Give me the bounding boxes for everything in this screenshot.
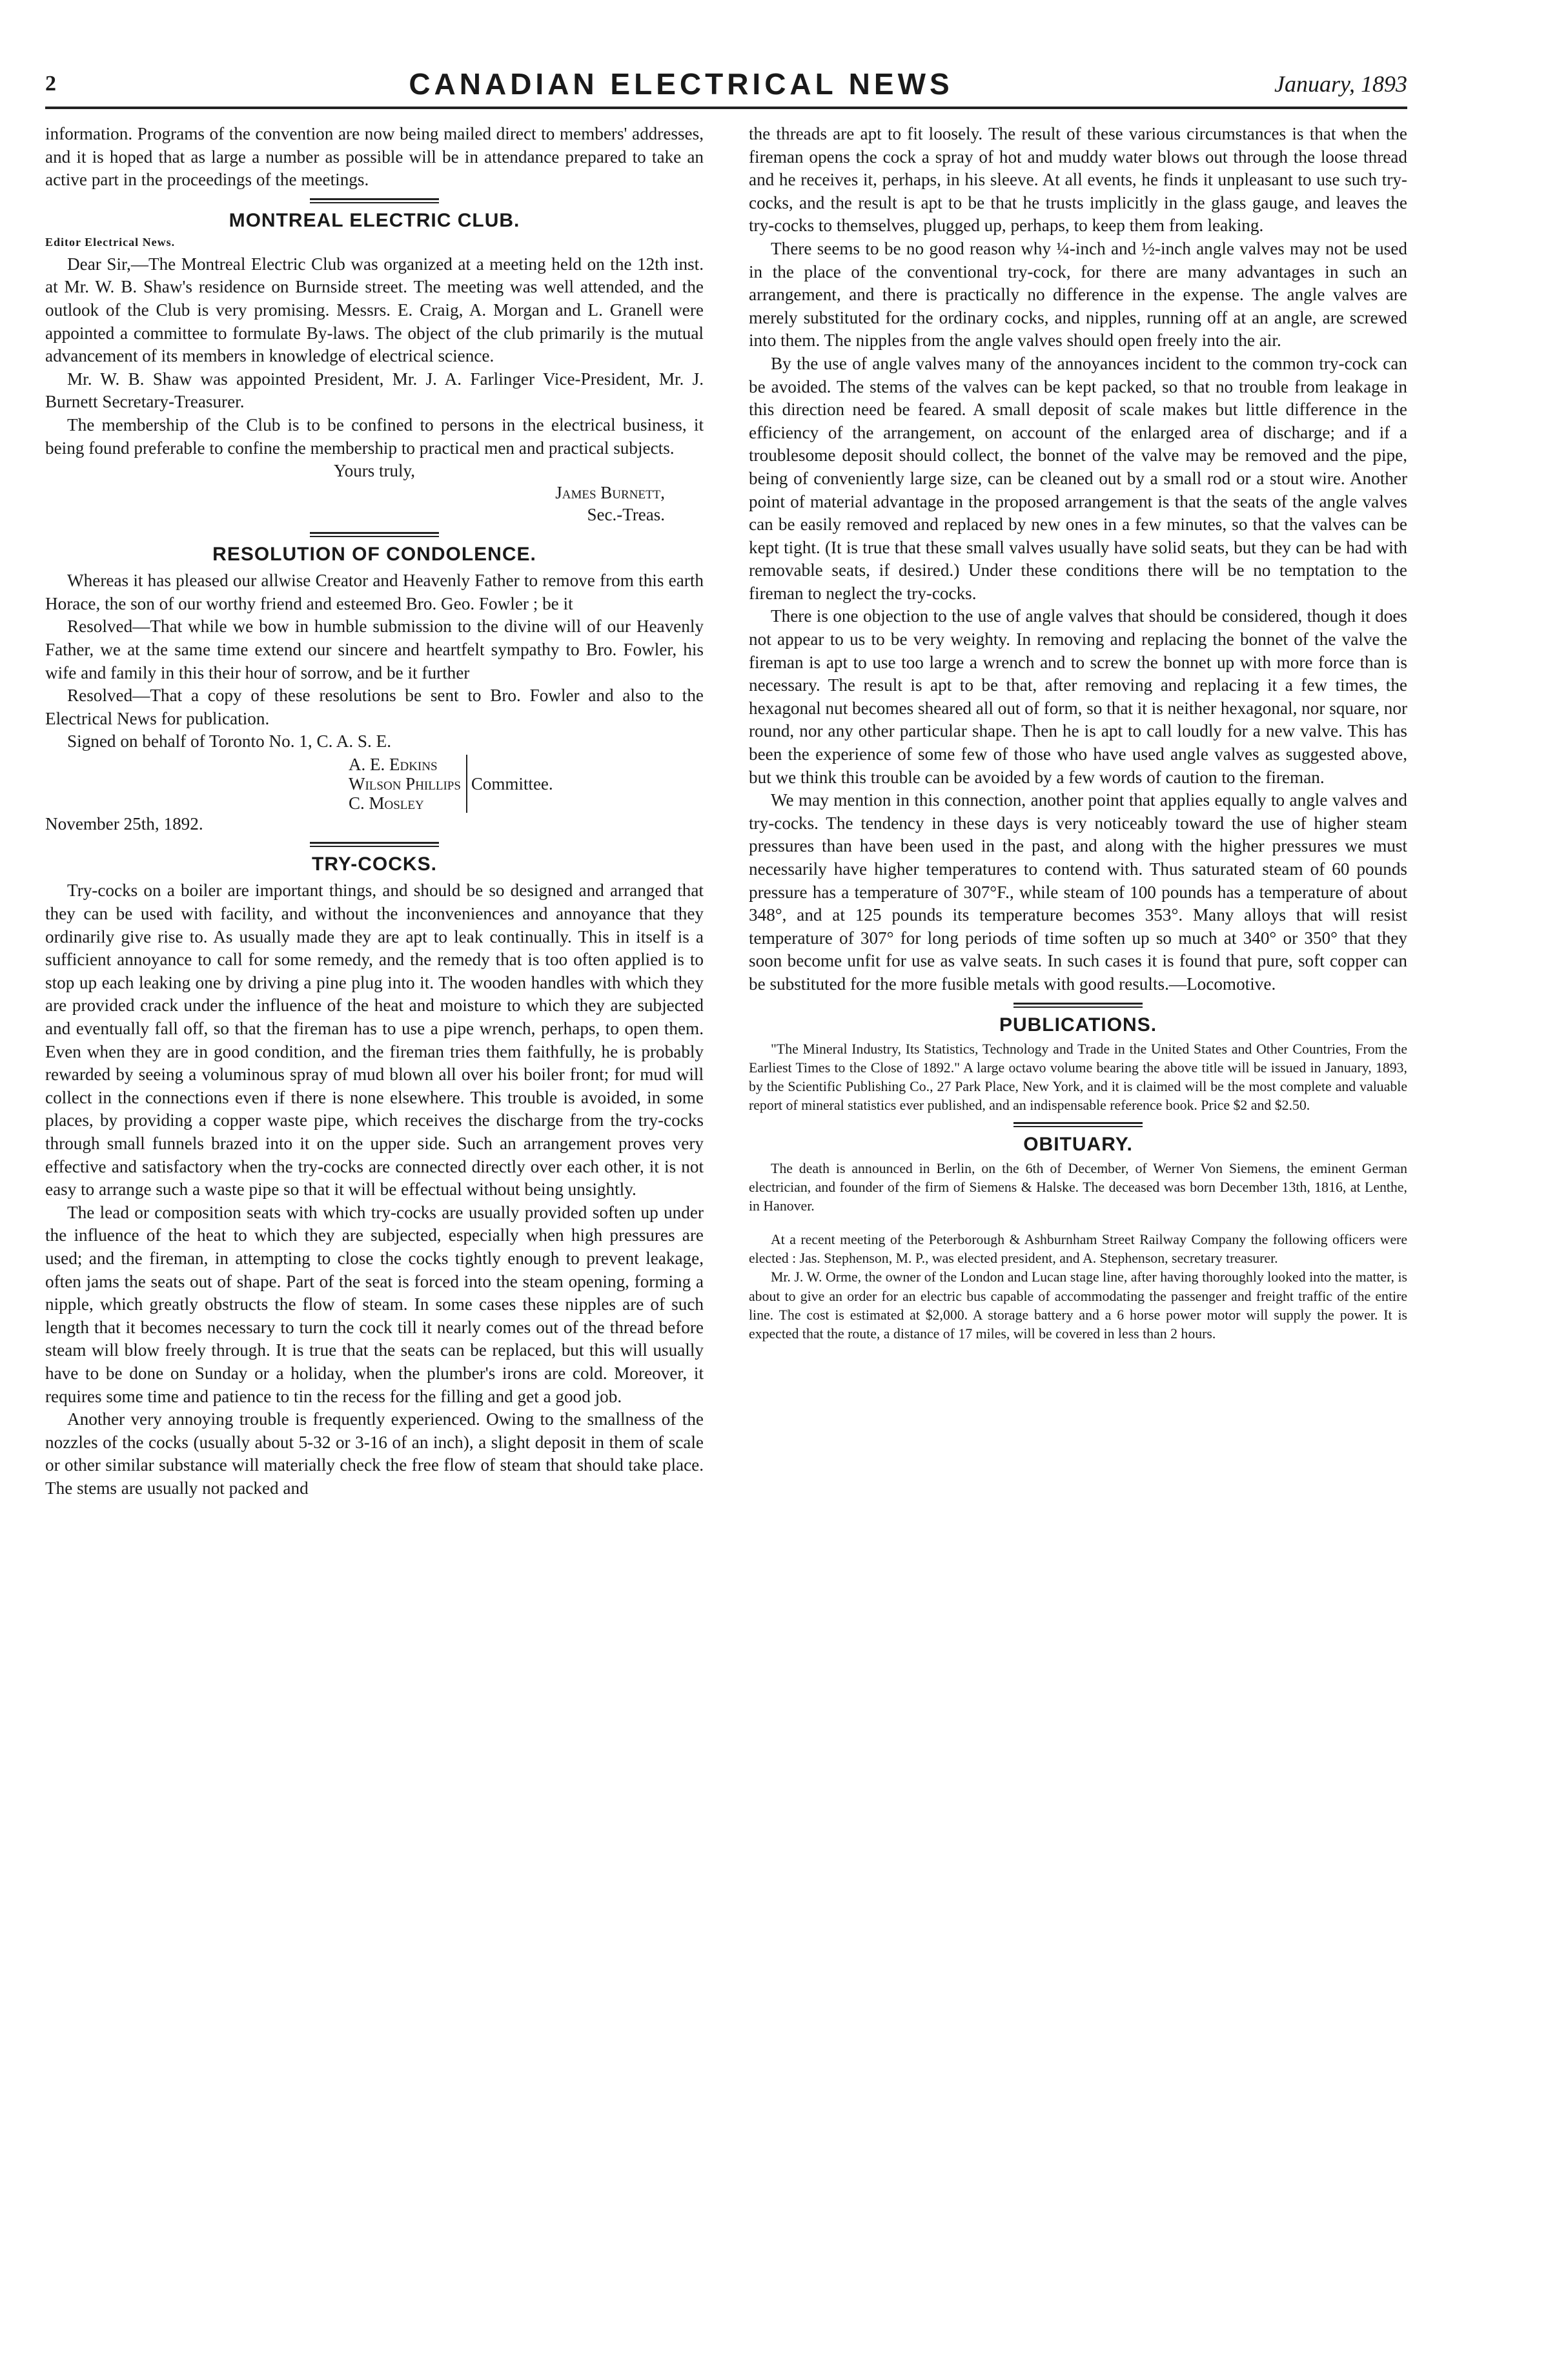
trycocks-paragraph-1: Try-cocks on a boiler are important things, and should be so designed and arranged that they can be used with facility, and without the inconveniences and annoyance that they ordinarily give rise to. As usually made they are apt to leak continually. This in itself is a sufficient annoyance to call for some remedy, and the remedy that is too often applied is to stop up each leaking one by driving a pine plug into it. The wooden handles with which they are provided crack under the influence of the heat and moisture to which they are subjected and eventually fall off, so that the fireman has to use a pipe wrench, perhaps, to open them. Even when they are in good condition, and the fireman tries them faithfully, he is probably rewarded by seeing a voluminous spray of mud blown all over his boiler front; for mud will collect in the connections even if there is none elsewhere. This trouble is avoided, in some places, by providing a copper waste pipe, which receives the discharge from the try-cocks through small funnels brazed into it on the upper side. Such an arrangement proves very effective and satisfactory when the try-cocks are connected directly over each other, it is not easy to arrange such a waste pipe so that it will be effectual without being unsightly.	[45, 881, 704, 1200]
obituary-paragraph: The death is announced in Berlin, on the 6th of December, of Werner Von Siemens, the eminent German electrician, and founder of the firm of Siemens & Halske. The deceased was born December 13th, 1816, at Lenthe, in Hanover.	[749, 1160, 1407, 1214]
trycocks-continued-1: the threads are apt to fit loosely. The result of these various circumstances is that when the fireman opens the cock a spray of hot and muddy water blows out through the loose thread and he receives it, perhaps, in his sleeve. At all events, he finds it unpleasant to use such try-cocks, and the result is apt to be that he trusts implicitly in the glass gauge, and leaves the try-cocks to themselves, plugged up, perhaps, to keep them from leaking.	[749, 124, 1407, 236]
trycocks-continued-2: There seems to be no good reason why ¼-inch and ½-inch angle valves may not be used in the place of the conventional try-cock, for there are many advantages in such an arrangement, and there is practically no difference in the expense. The angle valves are merely substituted for the ordinary cocks, and nipples, running off at an angle, are screwed into them. The nipples from the angle valves should open freely into the air.	[749, 238, 1407, 351]
condolence-paragraph-3: Resolved—That a copy of these resolutions be sent to Bro. Fowler and also to the Electrical News for publication.	[45, 686, 704, 728]
condolence-paragraph-4: Signed on behalf of Toronto No. 1, C. A. S. E.	[67, 731, 392, 751]
section-divider	[310, 198, 439, 203]
trycocks-continued-3: By the use of angle valves many of the annoyances incident to the common try-cock can be avoided. The stems of the valves can be kept packed, so that no trouble from leakage in this direction need be feared. A small deposit of scale makes but little difference in the efficiency of the arrangement, on account of the enlarged area of discharge; and if a troublesome deposit should collect, the bonnet of the valve may be removed and the pipe, being of conveniently large size, can be cleaned out by a small rod or a stout wire. Another point of material advantage in the proposed arrangement is that the seats of the angle valves can be easily removed and replaced by new ones in a few minutes, so that the valves can be kept tight. (It is true that these small valves usually have solid seats, but they can be had with removable seats, if desired.) Under these conditions there will be no temptation to the fireman to neglect the try-cocks.	[749, 353, 1407, 603]
condolence-paragraph-1: Whereas it has pleased our allwise Creator and Heavenly Father to remove from this earth Horace, the son of our worthy friend and esteemed Bro. Geo. Fowler ; be it	[45, 571, 704, 613]
publication-title: CANADIAN ELECTRICAL NEWS	[409, 67, 953, 101]
electric-bus-note: Mr. J. W. Orme, the owner of the London and Lucan stage line, after having thoroughly looked into the matter, is about to give an order for an electric bus capable of accommodating the passenger and freight traffic of the entire line. The cost is estimated at $2,000. A storage battery and a 6 horse power motor will supply the power. It is expected that the route, a distance of 17 miles, will be covered in less than 2 hours.	[749, 1269, 1407, 1342]
right-column	[749, 123, 1407, 1500]
condolence-heading: RESOLUTION OF CONDOLENCE.	[212, 544, 536, 566]
committee-member: C. Mosley	[349, 793, 424, 813]
montreal-paragraph-1: Dear Sir,—The Montreal Electric Club was organized at a meeting held on the 12th inst. at Mr. W. B. Shaw's residence on Burnside street. The meeting was well attended, and the outlook of the Club is very promising. Messrs. E. Craig, A. Morgan and L. Granell were appointed a committee to formulate By-laws. The object of the club primarily is the mutual advancement of its members in knowledge of electrical science.	[45, 254, 704, 366]
intro-paragraph: information. Programs of the convention are now being mailed direct to members' addresses, and it is hoped that as large a number as possible will be in attendance prepared to take an active part in the proceedings of the meetings.	[45, 124, 704, 190]
newspaper-page	[45, 61, 1407, 2308]
trycocks-paragraph-2: The lead or composition seats with which try-cocks are usually provided soften up under the influence of the heat to which they are subjected, especially when high pressures are used; and the fireman, in attempting to close the cocks tightly enough to prevent leakage, often jams the seats out of shape. Part of the seat is forced into the steam opening, forming a nipple, which greatly obstructs the flow of steam. In some cases these nipples are of such length that it becomes necessary to turn the cock till it nearly comes out of the thread before steam will blow freely through. It is true that the seats can be replaced, but this will usually have to be done on Sunday or a holiday, when the plumber's irons are cold. Moreover, it requires some time and patience to tin the recess for the filling and get a good job.	[45, 1202, 704, 1406]
letter-signer-title: Sec.-Treas.	[587, 505, 665, 525]
condolence-paragraph-2: Resolved—That while we bow in humble submission to the divine will of our Heavenly Father, we at the same time extend our sincere and heartfelt sympathy to Bro. Fowler, his wife and family in this their hour of sorrow, and be it further	[45, 617, 704, 682]
section-divider	[1013, 1003, 1143, 1008]
section-divider	[1013, 1122, 1143, 1127]
trycocks-continued-5: We may mention in this connection, another point that applies equally to angle valves and try-cocks. The tendency in these days is very noticeably toward the use of higher steam pressures than have been used in the past, and along with the higher pressures we must necessarily have higher temperatures to contend with. Thus saturated steam of 60 pounds pressure has a temperature of 307°F., while steam of 100 pounds has a temperature of about 348°, and at 125 pounds its temperature becomes 353°. Many alloys that will resist temperature of 307° for long periods of time soften up so much at 340° or 350° that they soon become unfit for use as valve seats. In such cases it is found that pure, soft copper can be substituted for the more fusible metals with good results.—Locomotive.	[749, 790, 1407, 994]
left-column	[45, 123, 704, 1500]
committee-member: A. E. Edkins	[349, 754, 438, 774]
montreal-paragraph-3: The membership of the Club is to be confined to persons in the electrical business, it being found preferable to confine the membership to practical men and practical subjects.	[45, 414, 704, 458]
article-columns	[45, 123, 1407, 1500]
publications-heading: PUBLICATIONS.	[999, 1014, 1157, 1036]
trycocks-paragraph-3: Another very annoying trouble is frequently experienced. Owing to the smallness of the nozzles of the cocks (usually about 5-32 or 3-16 of an inch), a slight deposit in them of scale or other similar substance will materially check the free flow of steam that should take place. The stems are usually not packed and	[45, 1409, 704, 1498]
montreal-paragraph-2: Mr. W. B. Shaw was appointed President, Mr. J. A. Farlinger Vice-President, Mr. J. Burnett Secretary-Treasurer.	[45, 369, 704, 412]
trycocks-continued-4: There is one objection to the use of angle valves that should be considered, though it does not appear to us to be very weighty. In removing and replacing the bonnet of the valve the fireman is apt to use too large a wrench and to screw the bonnet up with more force than is necessary. The result is apt to be that, after removing and replacing it a few times, the hexagonal nut becomes sheared all out of form, so that it is neither hexagonal, nor square, nor round, nor any other particular shape. Then he is apt to call loudly for a new valve. This has been the experience of some few of those who have used angle valves as suggested above, but we think this trouble can be avoided by a few words of caution to the fireman.	[749, 606, 1407, 787]
committee-names	[349, 755, 467, 813]
obituary-heading: OBITUARY.	[1023, 1133, 1133, 1155]
issue-date: January, 1893	[1274, 71, 1407, 97]
trycocks-heading: TRY-COCKS.	[312, 853, 437, 875]
letter-signer: James Burnett,	[555, 483, 665, 503]
condolence-date: November 25th, 1892.	[45, 813, 203, 833]
section-divider	[310, 842, 439, 847]
railway-note: At a recent meeting of the Peterborough & Ashburnham Street Railway Company the following officers were elected : Jas. Stephenson, M. P., was elected president, and A. Stephenson, secretary treasurer.	[749, 1231, 1407, 1266]
section-divider	[310, 532, 439, 537]
editor-salutation: Editor Electrical News.	[45, 235, 176, 249]
publications-paragraph: "The Mineral Industry, Its Statistics, Technology and Trade in the United States and Other Countries, From the Earliest Times to the Close of 1892." A large octavo volume bearing the above title will be issued in January, 1893, by the Scientific Publishing Co., 27 Park Place, New York, and it is claimed will be the most complete and valuable report of mineral statistics ever published, and an indispensable reference book. Price $2 and $2.50.	[749, 1041, 1407, 1114]
page-header	[45, 61, 1407, 109]
committee-label: Committee.	[471, 773, 553, 793]
committee-member: Wilson Phillips	[349, 773, 461, 793]
committee-signatures	[349, 755, 704, 813]
letter-closing: Yours truly,	[333, 461, 416, 481]
montreal-club-heading: MONTREAL ELECTRIC CLUB.	[229, 209, 520, 231]
page-number: 2	[45, 72, 56, 96]
